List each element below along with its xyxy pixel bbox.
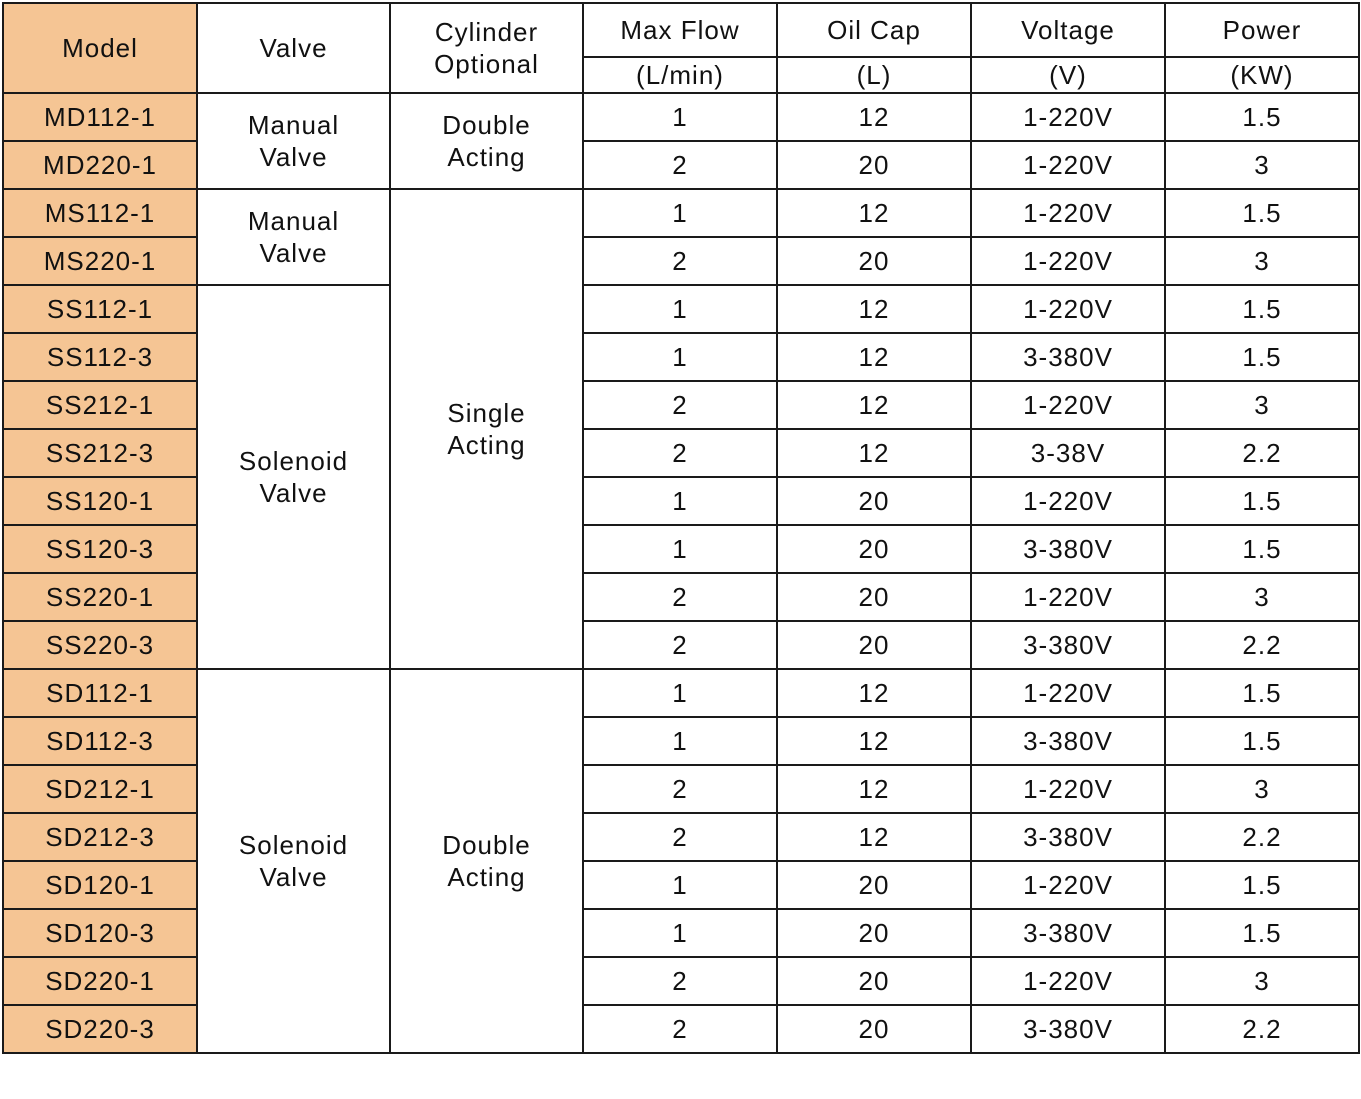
voltage-cell: 1-220V (971, 477, 1165, 525)
oil-cap-cell: 20 (777, 621, 971, 669)
power-cell: 3 (1165, 573, 1359, 621)
oil-cap-cell: 20 (777, 141, 971, 189)
voltage-cell: 1-220V (971, 141, 1165, 189)
header-model: Model (3, 3, 197, 93)
voltage-cell: 3-380V (971, 333, 1165, 381)
max-flow-cell: 1 (583, 93, 777, 141)
header-max-flow: Max Flow (583, 3, 777, 57)
power-cell: 1.5 (1165, 333, 1359, 381)
voltage-cell: 3-38V (971, 429, 1165, 477)
header-row (3, 3, 1359, 57)
header-cylinder: Cylinder Optional (390, 3, 583, 93)
power-cell: 1.5 (1165, 93, 1359, 141)
power-cell: 1.5 (1165, 285, 1359, 333)
oil-cap-cell: 20 (777, 861, 971, 909)
max-flow-cell: 1 (583, 333, 777, 381)
oil-cap-cell: 12 (777, 669, 971, 717)
voltage-cell: 1-220V (971, 93, 1165, 141)
max-flow-cell: 1 (583, 669, 777, 717)
max-flow-cell: 1 (583, 717, 777, 765)
model-cell: SS120-1 (3, 477, 197, 525)
header-voltage-unit: (V) (971, 57, 1165, 93)
model-cell: SS212-3 (3, 429, 197, 477)
header-max-flow-unit: (L/min) (583, 57, 777, 93)
max-flow-cell: 2 (583, 813, 777, 861)
table-body (3, 3, 1359, 1053)
oil-cap-cell: 12 (777, 717, 971, 765)
max-flow-cell: 2 (583, 765, 777, 813)
oil-cap-cell: 20 (777, 477, 971, 525)
max-flow-cell: 1 (583, 909, 777, 957)
model-cell: SD112-3 (3, 717, 197, 765)
voltage-cell: 1-220V (971, 957, 1165, 1005)
power-cell: 1.5 (1165, 189, 1359, 237)
cylinder-cell: Single Acting (390, 189, 583, 669)
model-cell: SS220-1 (3, 573, 197, 621)
voltage-cell: 3-380V (971, 621, 1165, 669)
table-row (3, 285, 1359, 333)
header-oil-cap-unit: (L) (777, 57, 971, 93)
power-cell: 1.5 (1165, 861, 1359, 909)
max-flow-cell: 2 (583, 573, 777, 621)
max-flow-cell: 1 (583, 525, 777, 573)
oil-cap-cell: 12 (777, 429, 971, 477)
oil-cap-cell: 20 (777, 573, 971, 621)
table-row (3, 93, 1359, 141)
valve-cell: Manual Valve (197, 189, 390, 285)
model-cell: SS112-1 (3, 285, 197, 333)
oil-cap-cell: 20 (777, 909, 971, 957)
header-valve: Valve (197, 3, 390, 93)
model-cell: SS120-3 (3, 525, 197, 573)
voltage-cell: 1-220V (971, 381, 1165, 429)
table-row (3, 189, 1359, 237)
model-cell: MD112-1 (3, 93, 197, 141)
power-cell: 2.2 (1165, 621, 1359, 669)
valve-cell: Manual Valve (197, 93, 390, 189)
header-oil-cap: Oil Cap (777, 3, 971, 57)
voltage-cell: 3-380V (971, 717, 1165, 765)
voltage-cell: 3-380V (971, 909, 1165, 957)
model-cell: SS220-3 (3, 621, 197, 669)
model-cell: SS112-3 (3, 333, 197, 381)
model-cell: MS112-1 (3, 189, 197, 237)
model-cell: SD220-1 (3, 957, 197, 1005)
voltage-cell: 1-220V (971, 669, 1165, 717)
voltage-cell: 3-380V (971, 1005, 1165, 1053)
header-power: Power (1165, 3, 1359, 57)
voltage-cell: 3-380V (971, 813, 1165, 861)
voltage-cell: 1-220V (971, 237, 1165, 285)
power-cell: 2.2 (1165, 813, 1359, 861)
power-cell: 1.5 (1165, 477, 1359, 525)
max-flow-cell: 2 (583, 621, 777, 669)
model-cell: SD212-3 (3, 813, 197, 861)
model-cell: SD120-3 (3, 909, 197, 957)
model-cell: MD220-1 (3, 141, 197, 189)
oil-cap-cell: 20 (777, 237, 971, 285)
power-cell: 1.5 (1165, 669, 1359, 717)
power-cell: 3 (1165, 237, 1359, 285)
oil-cap-cell: 12 (777, 189, 971, 237)
spec-table (2, 2, 1360, 1054)
voltage-cell: 1-220V (971, 861, 1165, 909)
power-cell: 1.5 (1165, 909, 1359, 957)
power-cell: 2.2 (1165, 1005, 1359, 1053)
max-flow-cell: 2 (583, 237, 777, 285)
model-cell: SD112-1 (3, 669, 197, 717)
oil-cap-cell: 12 (777, 333, 971, 381)
oil-cap-cell: 20 (777, 957, 971, 1005)
model-cell: MS220-1 (3, 237, 197, 285)
max-flow-cell: 1 (583, 285, 777, 333)
voltage-cell: 1-220V (971, 189, 1165, 237)
voltage-cell: 1-220V (971, 573, 1165, 621)
oil-cap-cell: 12 (777, 93, 971, 141)
power-cell: 3 (1165, 381, 1359, 429)
oil-cap-cell: 12 (777, 285, 971, 333)
model-cell: SS212-1 (3, 381, 197, 429)
power-cell: 1.5 (1165, 525, 1359, 573)
max-flow-cell: 1 (583, 189, 777, 237)
voltage-cell: 1-220V (971, 285, 1165, 333)
valve-cell: Solenoid Valve (197, 285, 390, 669)
power-cell: 3 (1165, 141, 1359, 189)
power-cell: 3 (1165, 957, 1359, 1005)
table-row (3, 669, 1359, 717)
cylinder-cell: Double Acting (390, 93, 583, 189)
voltage-cell: 3-380V (971, 525, 1165, 573)
header-voltage: Voltage (971, 3, 1165, 57)
power-cell: 1.5 (1165, 717, 1359, 765)
voltage-cell: 1-220V (971, 765, 1165, 813)
max-flow-cell: 1 (583, 477, 777, 525)
oil-cap-cell: 20 (777, 525, 971, 573)
oil-cap-cell: 12 (777, 381, 971, 429)
power-cell: 2.2 (1165, 429, 1359, 477)
model-cell: SD120-1 (3, 861, 197, 909)
max-flow-cell: 2 (583, 141, 777, 189)
max-flow-cell: 2 (583, 381, 777, 429)
model-cell: SD212-1 (3, 765, 197, 813)
cylinder-cell: Double Acting (390, 669, 583, 1053)
header-power-unit: (KW) (1165, 57, 1359, 93)
valve-cell: Solenoid Valve (197, 669, 390, 1053)
power-cell: 3 (1165, 765, 1359, 813)
oil-cap-cell: 20 (777, 1005, 971, 1053)
max-flow-cell: 2 (583, 957, 777, 1005)
max-flow-cell: 1 (583, 861, 777, 909)
model-cell: SD220-3 (3, 1005, 197, 1053)
oil-cap-cell: 12 (777, 765, 971, 813)
max-flow-cell: 2 (583, 1005, 777, 1053)
oil-cap-cell: 12 (777, 813, 971, 861)
max-flow-cell: 2 (583, 429, 777, 477)
